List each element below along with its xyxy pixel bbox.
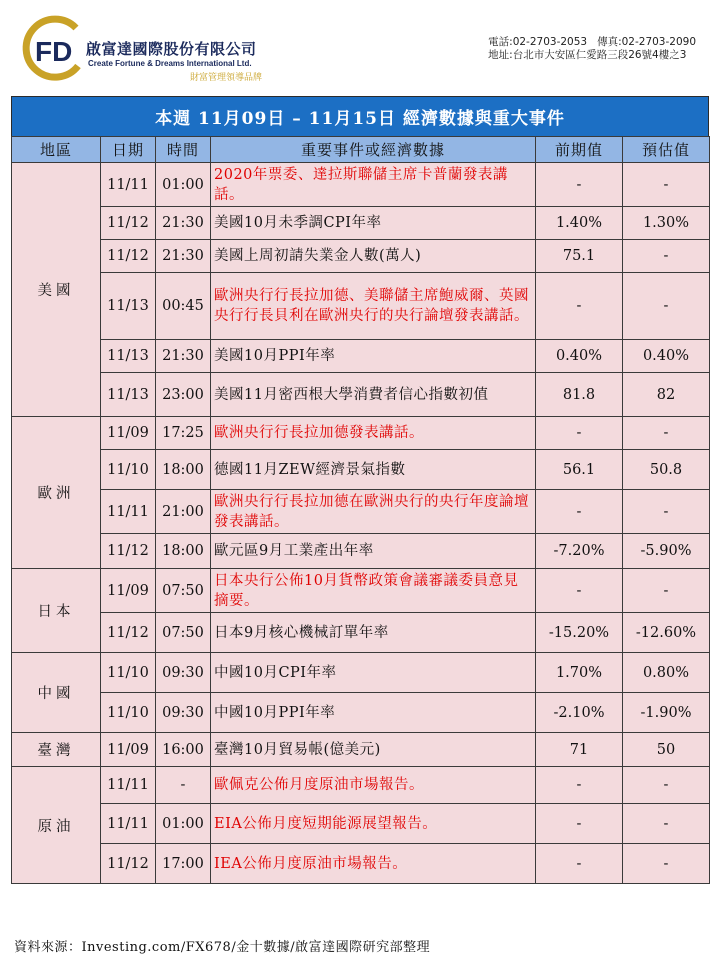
date-cell: 11/12 (101, 240, 156, 273)
event-cell: 美國11月密西根大學消費者信心指數初值 (211, 373, 536, 417)
forecast-value-cell: 82 (623, 373, 710, 417)
column-header-date: 日期 (101, 137, 156, 163)
date-cell: 11/13 (101, 373, 156, 417)
time-cell: 23:00 (156, 373, 211, 417)
previous-value-cell: - (536, 804, 623, 844)
column-header-event: 重要事件或經濟數據 (211, 137, 536, 163)
forecast-value-cell: - (623, 240, 710, 273)
table-row (12, 273, 710, 340)
table-row (12, 490, 710, 534)
previous-value-cell: -2.10% (536, 693, 623, 733)
previous-value-cell: - (536, 163, 623, 207)
date-cell: 11/11 (101, 767, 156, 804)
event-cell: 2020年票委、達拉斯聯儲主席卡普蘭發表講話。 (211, 163, 536, 207)
date-cell: 11/10 (101, 653, 156, 693)
previous-value-cell: - (536, 767, 623, 804)
previous-value-cell: 71 (536, 733, 623, 767)
event-cell: 日本9月核心機械訂單年率 (211, 613, 536, 653)
date-cell: 11/12 (101, 844, 156, 884)
previous-value-cell: 1.70% (536, 653, 623, 693)
time-cell: - (156, 767, 211, 804)
table-row (12, 534, 710, 569)
region-cell: 美國 (12, 163, 101, 417)
event-cell: 中國10月PPI年率 (211, 693, 536, 733)
forecast-value-cell: - (623, 163, 710, 207)
table-row (12, 340, 710, 373)
forecast-value-cell: 1.30% (623, 207, 710, 240)
table-row (12, 417, 710, 450)
company-logo-icon (20, 14, 90, 84)
event-cell: 歐洲央行行長拉加德在歐洲央行的央行年度論壇發表講話。 (211, 490, 536, 534)
source-note: 資料來源：Investing.com/FX678/金十數據/啟富達國際研究部整理 (14, 940, 431, 955)
column-header-forecast: 預估值 (623, 137, 710, 163)
event-cell: 美國10月PPI年率 (211, 340, 536, 373)
previous-value-cell: 1.40% (536, 207, 623, 240)
time-cell: 17:25 (156, 417, 211, 450)
table-row (12, 804, 710, 844)
region-cell: 中國 (12, 653, 101, 733)
table-row (12, 163, 710, 207)
company-logo (20, 14, 290, 84)
logo-letters: FD (35, 36, 73, 67)
time-cell: 21:30 (156, 340, 211, 373)
forecast-value-cell: - (623, 569, 710, 613)
table-header-row (12, 137, 710, 163)
event-cell: 歐洲央行行長拉加德、美聯儲主席鮑威爾、英國央行行長貝利在歐洲央行的央行論壇發表講話。 (211, 273, 536, 340)
table-row (12, 240, 710, 273)
table-row (12, 450, 710, 490)
event-cell: 歐佩克公佈月度原油市場報告。 (211, 767, 536, 804)
table-row (12, 693, 710, 733)
fax: 傳真:02-2703-2090 (597, 36, 696, 48)
company-name-en: Create Fortune & Dreams International Ltd. (88, 59, 252, 68)
region-cell: 臺灣 (12, 733, 101, 767)
contact-info (488, 36, 696, 62)
table-row (12, 207, 710, 240)
table-row (12, 373, 710, 417)
time-cell: 07:50 (156, 613, 211, 653)
previous-value-cell: 56.1 (536, 450, 623, 490)
time-cell: 21:00 (156, 490, 211, 534)
time-cell: 16:00 (156, 733, 211, 767)
event-cell: 臺灣10月貿易帳(億美元) (211, 733, 536, 767)
table-row (12, 844, 710, 884)
forecast-value-cell: - (623, 844, 710, 884)
event-cell: 歐元區9月工業產出年率 (211, 534, 536, 569)
previous-value-cell: -15.20% (536, 613, 623, 653)
table-body (12, 163, 710, 884)
company-slogan: 財富管理領導品牌 (190, 73, 263, 83)
previous-value-cell: 75.1 (536, 240, 623, 273)
previous-value-cell: - (536, 844, 623, 884)
date-cell: 11/13 (101, 340, 156, 373)
region-cell: 原油 (12, 767, 101, 884)
time-cell: 18:00 (156, 450, 211, 490)
date-cell: 11/10 (101, 450, 156, 490)
time-cell: 09:30 (156, 693, 211, 733)
forecast-value-cell: -1.90% (623, 693, 710, 733)
forecast-value-cell: 0.40% (623, 340, 710, 373)
date-cell: 11/09 (101, 417, 156, 450)
date-cell: 11/12 (101, 613, 156, 653)
forecast-value-cell: 50 (623, 733, 710, 767)
column-header-previous: 前期值 (536, 137, 623, 163)
time-cell: 21:30 (156, 240, 211, 273)
forecast-value-cell: -12.60% (623, 613, 710, 653)
address: 地址:台北市大安區仁愛路三段26號4樓之3 (488, 49, 687, 61)
event-cell: IEA公佈月度原油市場報告。 (211, 844, 536, 884)
forecast-value-cell: - (623, 273, 710, 340)
forecast-value-cell: 0.80% (623, 653, 710, 693)
event-cell: 中國10月CPI年率 (211, 653, 536, 693)
forecast-value-cell: - (623, 767, 710, 804)
phone: 電話:02-2703-2053 (488, 36, 588, 48)
previous-value-cell: 0.40% (536, 340, 623, 373)
forecast-value-cell: - (623, 490, 710, 534)
forecast-value-cell: 50.8 (623, 450, 710, 490)
previous-value-cell: -7.20% (536, 534, 623, 569)
time-cell: 09:30 (156, 653, 211, 693)
column-header-region: 地區 (12, 137, 101, 163)
time-cell: 01:00 (156, 163, 211, 207)
table-row (12, 653, 710, 693)
event-cell: EIA公佈月度短期能源展望報告。 (211, 804, 536, 844)
table-title: 本週 11月09日 – 11月15日 經濟數據與重大事件 (11, 96, 709, 136)
previous-value-cell: - (536, 273, 623, 340)
event-cell: 歐洲央行行長拉加德發表講話。 (211, 417, 536, 450)
previous-value-cell: 81.8 (536, 373, 623, 417)
event-cell: 美國10月未季調CPI年率 (211, 207, 536, 240)
table-row (12, 569, 710, 613)
forecast-value-cell: - (623, 417, 710, 450)
forecast-value-cell: -5.90% (623, 534, 710, 569)
time-cell: 01:00 (156, 804, 211, 844)
date-cell: 11/11 (101, 163, 156, 207)
previous-value-cell: - (536, 569, 623, 613)
event-cell: 德國11月ZEW經濟景氣指數 (211, 450, 536, 490)
forecast-value-cell: - (623, 804, 710, 844)
table-row (12, 733, 710, 767)
time-cell: 07:50 (156, 569, 211, 613)
region-cell: 日本 (12, 569, 101, 653)
event-cell: 日本央行公佈10月貨幣政策會議審議委員意見摘要。 (211, 569, 536, 613)
time-cell: 17:00 (156, 844, 211, 884)
date-cell: 11/11 (101, 804, 156, 844)
events-table-container (11, 96, 709, 884)
time-cell: 21:30 (156, 207, 211, 240)
previous-value-cell: - (536, 417, 623, 450)
table-row (12, 613, 710, 653)
date-cell: 11/13 (101, 273, 156, 340)
previous-value-cell: - (536, 490, 623, 534)
date-cell: 11/12 (101, 207, 156, 240)
date-cell: 11/09 (101, 569, 156, 613)
table-row (12, 767, 710, 804)
date-cell: 11/09 (101, 733, 156, 767)
date-cell: 11/10 (101, 693, 156, 733)
time-cell: 18:00 (156, 534, 211, 569)
time-cell: 00:45 (156, 273, 211, 340)
company-name-cn: 啟富達國際股份有限公司 (86, 40, 257, 58)
date-cell: 11/12 (101, 534, 156, 569)
event-cell: 美國上周初請失業金人數(萬人) (211, 240, 536, 273)
region-cell: 歐洲 (12, 417, 101, 569)
date-cell: 11/11 (101, 490, 156, 534)
events-table (11, 136, 710, 884)
column-header-time: 時間 (156, 137, 211, 163)
